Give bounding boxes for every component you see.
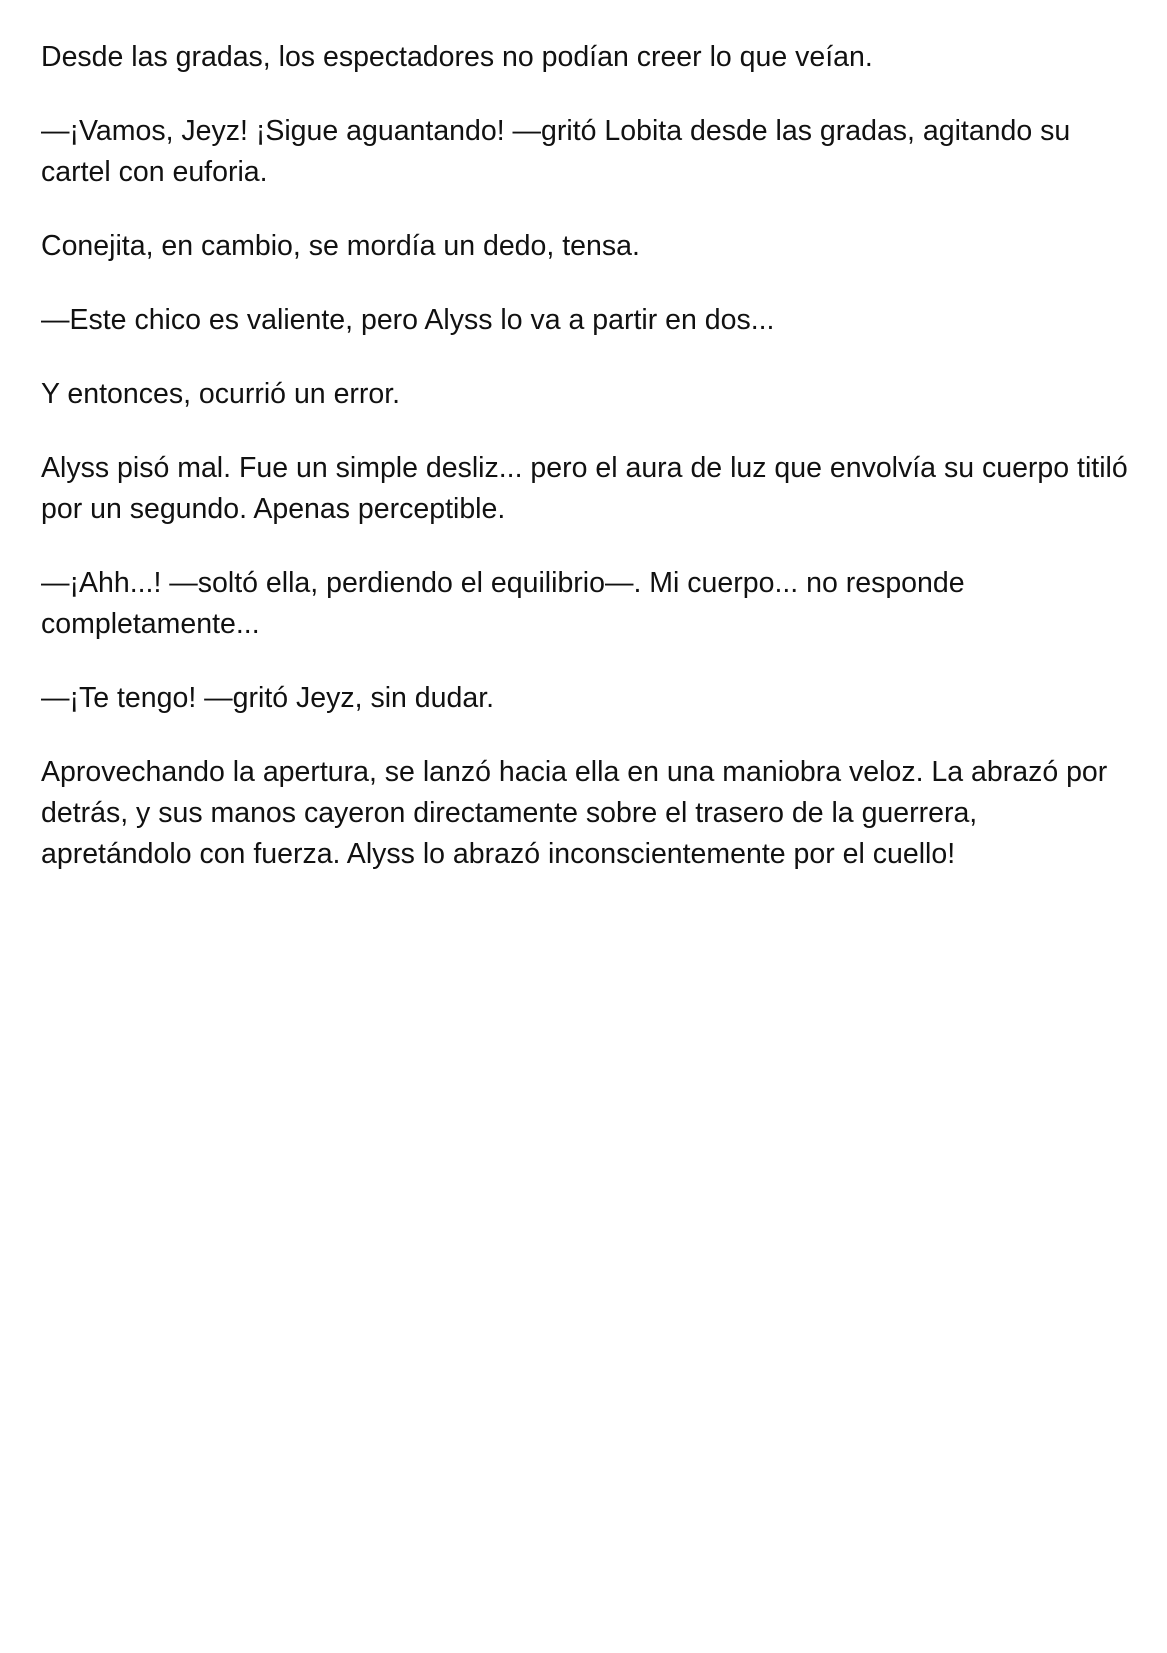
paragraph: Aprovechando la apertura, se lanzó hacia ella en una maniobra veloz. La abrazó por detrás, y sus manos cayeron directamente sobre el trasero de la guerrera, apretándolo con fuerza. Alyss lo abrazó inconscientemente por el cuello!	[41, 756, 1108, 870]
paragraph: —¡Te tengo! —gritó Jeyz, sin dudar.	[41, 682, 495, 714]
paragraph: —¡Vamos, Jeyz! ¡Sigue aguantando! —gritó Lobita desde las gradas, agitando su cartel con euforia.	[41, 115, 1071, 188]
paragraph: Y entonces, ocurrió un error.	[41, 378, 401, 410]
document-page	[41, 37, 1131, 908]
paragraph: Conejita, en cambio, se mordía un dedo, tensa.	[41, 230, 640, 262]
paragraph: Alyss pisó mal. Fue un simple desliz... pero el aura de luz que envolvía su cuerpo titiló por un segundo. Apenas perceptible.	[41, 452, 1128, 525]
paragraph: —¡Ahh...! —soltó ella, perdiendo el equilibrio—. Mi cuerpo... no responde completamente...	[41, 567, 965, 640]
paragraph: Desde las gradas, los espectadores no podían creer lo que veían.	[41, 41, 873, 73]
paragraph: —Este chico es valiente, pero Alyss lo va a partir en dos...	[41, 304, 775, 336]
